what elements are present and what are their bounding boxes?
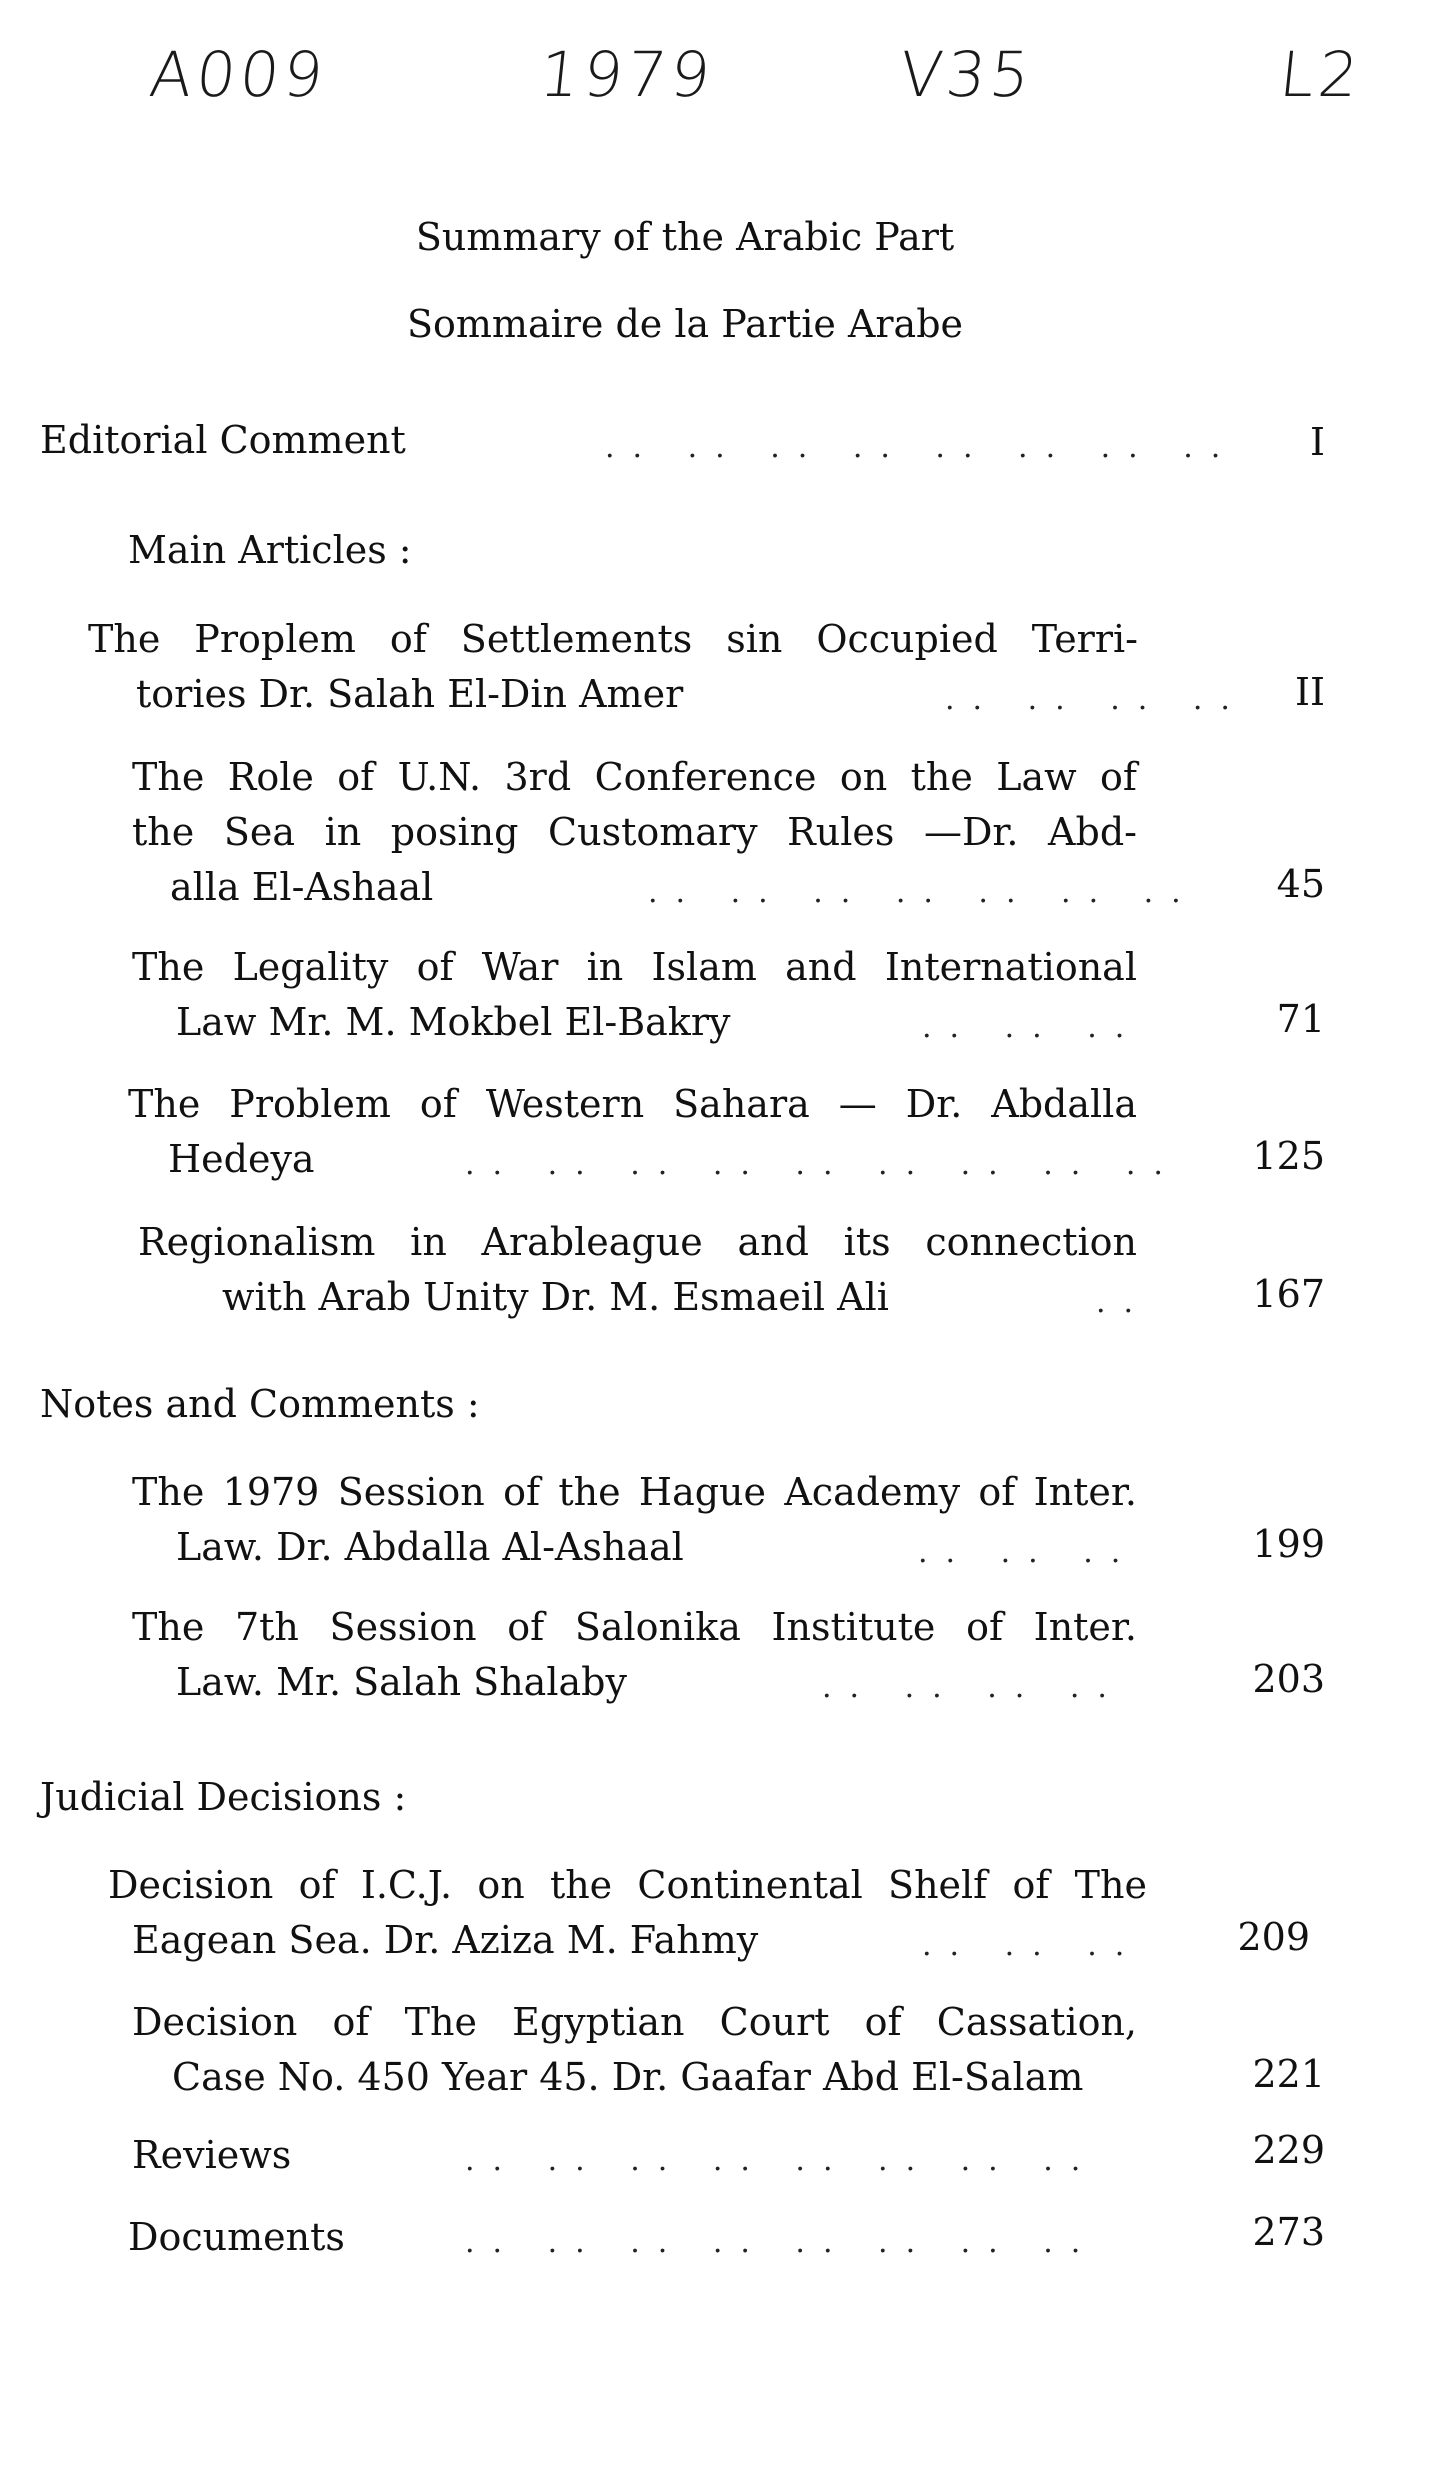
toc-entry-salonika-author: Law. Mr. Salah Shalaby bbox=[176, 1660, 627, 1704]
entry-line: The 7th Session of Salonika Institute of Inter. bbox=[132, 1605, 1137, 1649]
toc-entry-legality-of-war-dots: .. .. .. bbox=[922, 1010, 1143, 1045]
toc-entry-western-sahara-page: 125 bbox=[1252, 1134, 1325, 1178]
toc-entry-settlements-author: tories Dr. Salah El-Din Amer bbox=[136, 672, 684, 716]
toc-entry-hague-academy bbox=[132, 1465, 1137, 1520]
entry-line: The 1979 Session of the Hague Academy of Inter. bbox=[132, 1470, 1137, 1514]
toc-entry-law-of-sea bbox=[132, 750, 1137, 860]
entry-line: The Role of U.N. 3rd Conference on the Law of bbox=[132, 755, 1137, 799]
toc-entry-icj-decision bbox=[108, 1858, 1147, 1913]
toc-entry-western-sahara-author: Hedeya bbox=[168, 1137, 315, 1181]
reviews-dots: .. .. .. .. .. .. .. .. bbox=[465, 2143, 1099, 2178]
entry-line: The Proplem of Settlements sin Occupied Terri- bbox=[88, 617, 1138, 661]
handwritten-note-1: A009 bbox=[146, 38, 331, 111]
toc-entry-salonika-page: 203 bbox=[1252, 1657, 1325, 1701]
editorial-comment-label: Editorial Comment bbox=[40, 418, 406, 462]
handwritten-note-4: L2 bbox=[1276, 38, 1366, 111]
entry-line: Decision of I.C.J. on the Continental Shelf of The bbox=[108, 1863, 1147, 1907]
toc-entry-regionalism-page: 167 bbox=[1252, 1272, 1325, 1316]
page-title-french: Sommaire de la Partie Arabe bbox=[406, 302, 964, 346]
entry-line: Decision of The Egyptian Court of Cassation, bbox=[132, 2000, 1137, 2044]
toc-entry-salonika bbox=[132, 1600, 1137, 1655]
main-articles-heading: Main Articles : bbox=[128, 528, 412, 572]
documents-dots: .. .. .. .. .. .. .. .. bbox=[465, 2225, 1099, 2260]
toc-entry-legality-of-war-author: Law Mr. M. Mokbel El-Bakry bbox=[176, 1000, 731, 1044]
toc-entry-salonika-dots: .. .. .. .. bbox=[822, 1670, 1125, 1705]
toc-entry-legality-of-war-page: 71 bbox=[1276, 997, 1325, 1041]
toc-entry-hague-academy-page: 199 bbox=[1252, 1522, 1325, 1566]
toc-entry-cassation bbox=[132, 1995, 1137, 2050]
page-title-english: Summary of the Arabic Part bbox=[415, 215, 955, 259]
entry-line: the Sea in posing Customary Rules —Dr. Abd- bbox=[132, 810, 1137, 854]
toc-entry-regionalism-dots: .. bbox=[1096, 1285, 1152, 1320]
handwritten-note-2: 1979 bbox=[536, 38, 718, 111]
editorial-comment-dots: .. .. .. .. .. .. .. .. bbox=[605, 430, 1239, 465]
documents-label: Documents bbox=[128, 2215, 345, 2259]
handwritten-note-3: V35 bbox=[896, 38, 1038, 111]
judicial-decisions-heading: Judicial Decisions : bbox=[40, 1775, 407, 1819]
toc-entry-cassation-author: Case No. 450 Year 45. Dr. Gaafar Abd El-Salam bbox=[172, 2055, 1084, 2099]
toc-entry-legality-of-war bbox=[132, 940, 1137, 995]
toc-entry-icj-decision-dots: .. .. .. bbox=[922, 1928, 1143, 1963]
notes-comments-heading: Notes and Comments : bbox=[40, 1382, 480, 1426]
documents-page: 273 bbox=[1252, 2210, 1325, 2254]
toc-entry-law-of-sea-page: 45 bbox=[1276, 862, 1325, 906]
toc-entry-settlements-dots: .. .. .. .. bbox=[945, 682, 1248, 717]
toc-entry-law-of-sea-author: alla El-Ashaal bbox=[170, 865, 434, 909]
toc-entry-regionalism-author: with Arab Unity Dr. M. Esmaeil Ali bbox=[222, 1275, 889, 1319]
toc-entry-hague-academy-dots: .. .. .. bbox=[918, 1535, 1139, 1570]
entry-line: Regionalism in Arableague and its connection bbox=[138, 1220, 1137, 1264]
reviews-page: 229 bbox=[1252, 2128, 1325, 2172]
toc-entry-western-sahara-dots: .. .. .. .. .. .. .. .. .. bbox=[465, 1147, 1181, 1182]
reviews-label: Reviews bbox=[132, 2133, 292, 2177]
entry-line: The Problem of Western Sahara — Dr. Abdalla bbox=[128, 1082, 1137, 1126]
editorial-comment-page: I bbox=[1309, 420, 1325, 464]
toc-entry-icj-decision-author: Eagean Sea. Dr. Aziza M. Fahmy bbox=[132, 1918, 759, 1962]
toc-entry-regionalism bbox=[138, 1215, 1137, 1270]
toc-entry-settlements-page: II bbox=[1294, 670, 1325, 714]
toc-entry-western-sahara bbox=[128, 1077, 1137, 1132]
toc-entry-hague-academy-author: Law. Dr. Abdalla Al-Ashaal bbox=[176, 1525, 684, 1569]
entry-line: The Legality of War in Islam and International bbox=[132, 945, 1137, 989]
toc-entry-law-of-sea-dots: .. .. .. .. .. .. .. bbox=[648, 875, 1199, 910]
toc-entry-icj-decision-page: 209 bbox=[1237, 1915, 1310, 1959]
toc-entry-settlements bbox=[88, 612, 1138, 667]
toc-entry-cassation-page: 221 bbox=[1252, 2052, 1325, 2096]
